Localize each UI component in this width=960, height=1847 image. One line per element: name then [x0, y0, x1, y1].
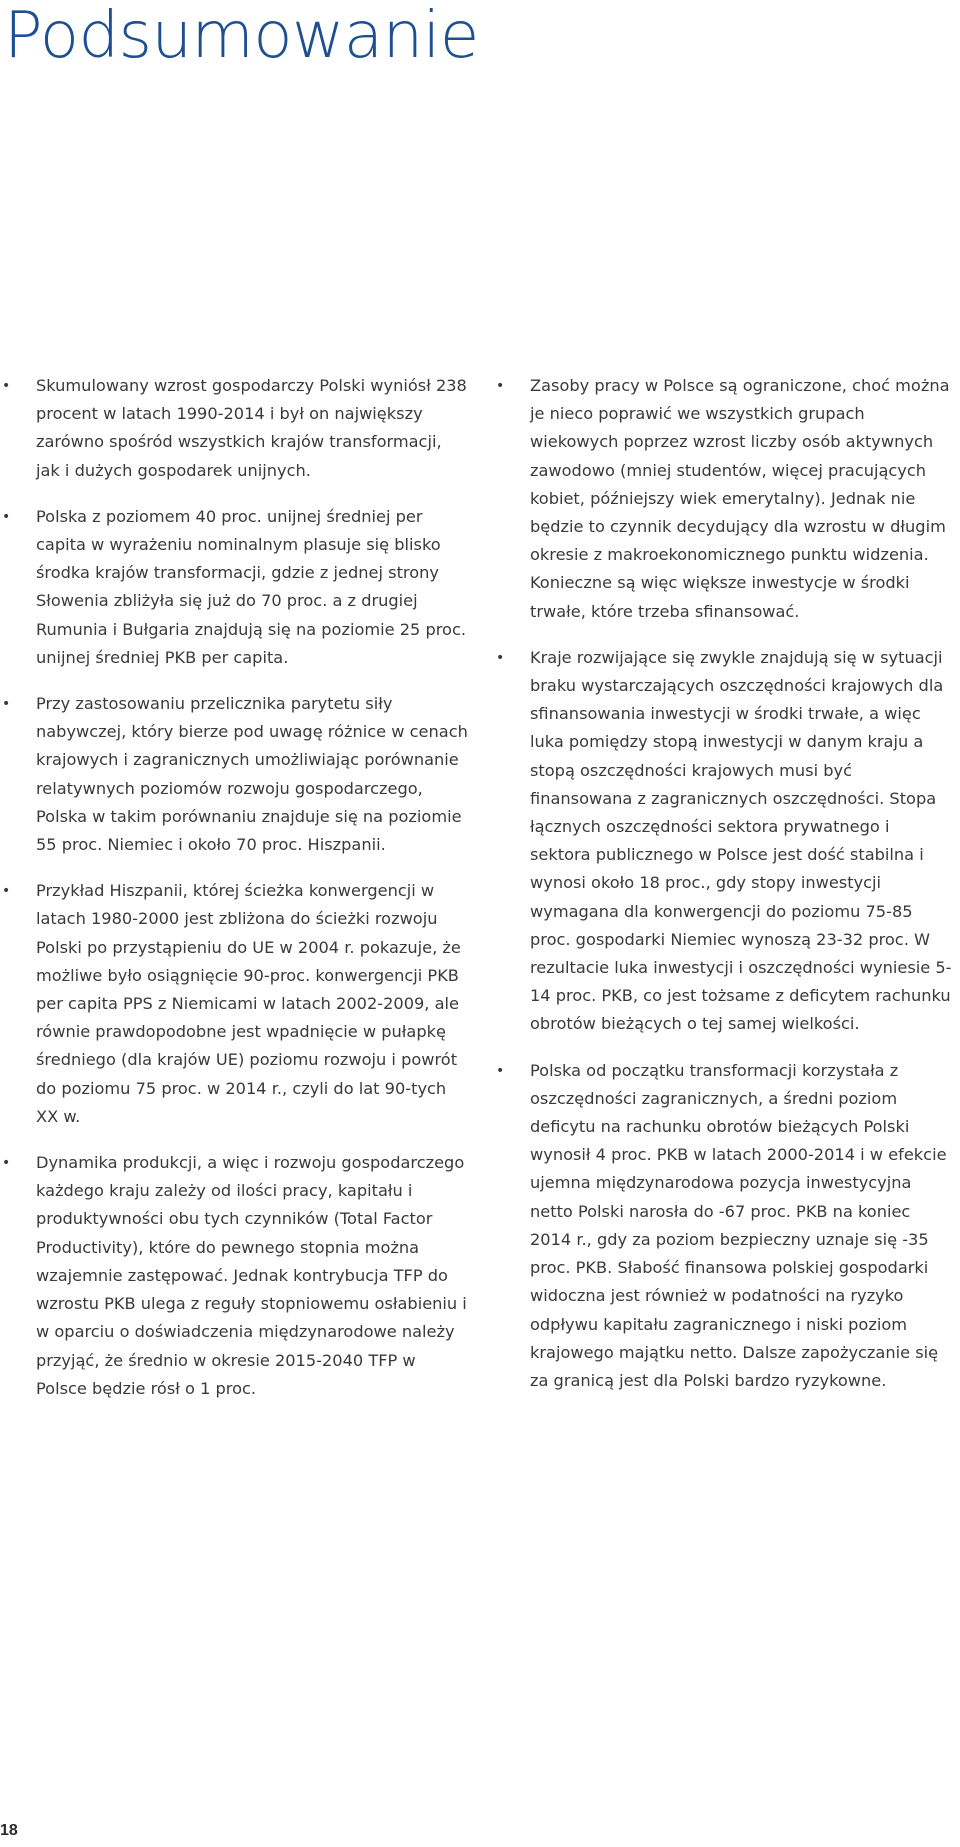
bullet-item: • Zasoby pracy w Polsce są ograniczone, choć można je nieco poprawić we wszystkich grupach wiekowych poprzez wzrost liczby osób aktywnych zawodowo (mniej studentów, więcej pracujących kobiet, późniejszy wiek emerytalny). Jednak nie będzie to czynnik decydujący dla wzrostu w długim okresie z makroekonomicznego punktu widzenia. Konieczne są więc większe inwestycje w środki trwałe, które trzeba sfinansować. — [488, 372, 953, 626]
bullet-item: • Dynamika produkcji, a więc i rozwoju gospodarczego każdego kraju zależy od ilości pracy, kapitału i produktywności obu tych czynników (Total Factor Productivity), które do pewnego stopnia można wzajemnie zastępować. Jednak kontrybucja TFP do wzrostu PKB ulega z reguły stopniowemu osłabieniu i w oparciu o doświadczenia międzynarodowe należy przyjąć, że średnio w okresie 2015-2040 TFP w Polsce będzie rósł o 1 proc. — [0, 1149, 470, 1403]
right-column — [488, 372, 953, 1413]
page-title: Podsumowanie — [4, 0, 479, 73]
bullet-item: • Przy zastosowaniu przelicznika parytetu siły nabywczej, który bierze pod uwagę różnice w cenach krajowych i zagranicznych umożliwiając porównanie relatywnych poziomów rozwoju gospodarczego, Polska w takim porównaniu znajduje się na poziomie 55 proc. Niemiec i około 70 proc. Hiszpanii. — [0, 690, 470, 859]
bullet-item: • Polska z poziomem 40 proc. unijnej średniej per capita w wyrażeniu nominalnym plasuje się blisko środka krajów transformacji, gdzie z jednej strony Słowenia zbliżyła się już do 70 proc. a z drugiej Rumunia i Bułgaria znajdują się na poziomie 25 proc. unijnej średniej PKB per capita. — [0, 503, 470, 672]
bullet-item: • Polska od początku transformacji korzystała z oszczędności zagranicznych, a średni poziom deficytu na rachunku obrotów bieżących Polski wynosił 4 proc. PKB w latach 2000-2014 i w efekcie ujemna międzynarodowa pozycja inwestycyjna netto Polski narosła do -67 proc. PKB na koniec 2014 r., gdy za poziom bezpieczny uznaje się -35 proc. PKB. Słabość finansowa polskiej gospodarki widoczna jest również w podatności na ryzyko odpływu kapitału zagranicznego i niski poziom krajowego majątku netto. Dalsze zapożyczanie się za granicą jest dla Polski bardzo ryzykowne. — [488, 1057, 953, 1395]
bullet-item: • Przykład Hiszpanii, której ścieżka konwergencji w latach 1980-2000 jest zbliżona do ścieżki rozwoju Polski po przystąpieniu do UE w 2004 r. pokazuje, że możliwe było osiągnięcie 90-proc. konwergencji PKB per capita PPS z Niemicami w latach 2002-2009, ale równie prawdopodobne jest wpadnięcie w pułapkę średniego (dla krajów UE) poziomu rozwoju i powrót do poziomu 75 proc. w 2014 r., czyli do lat 90-tych XX w. — [0, 877, 470, 1131]
left-column — [0, 372, 470, 1421]
page-number: 18 — [0, 1822, 18, 1839]
bullet-item: • Kraje rozwijające się zwykle znajdują się w sytuacji braku wystarczających oszczędności krajowych dla sfinansowania inwestycji w środki trwałe, a więc luka pomiędzy stopą inwestycji w danym kraju a stopą oszczędności krajowych musi być finansowana z zagranicznych oszczędności. Stopa łącznych oszczędności sektora prywatnego i sektora publicznego w Polsce jest dość stabilna i wynosi około 18 proc., gdy stopy inwestycji wymagana dla konwergencji do poziomu 75-85 proc. gospodarki Niemiec wynoszą 23-32 proc. W rezultacie luka inwestycji i oszczędności wyniesie 5-14 proc. PKB, co jest tożsame z deficytem rachunku obrotów bieżących o tej samej wielkości. — [488, 644, 953, 1039]
bullet-item: • Skumulowany wzrost gospodarczy Polski wyniósł 238 procent w latach 1990-2014 i był on największy zarówno spośród wszystkich krajów transformacji, jak i dużych gospodarek unijnych. — [0, 372, 470, 485]
